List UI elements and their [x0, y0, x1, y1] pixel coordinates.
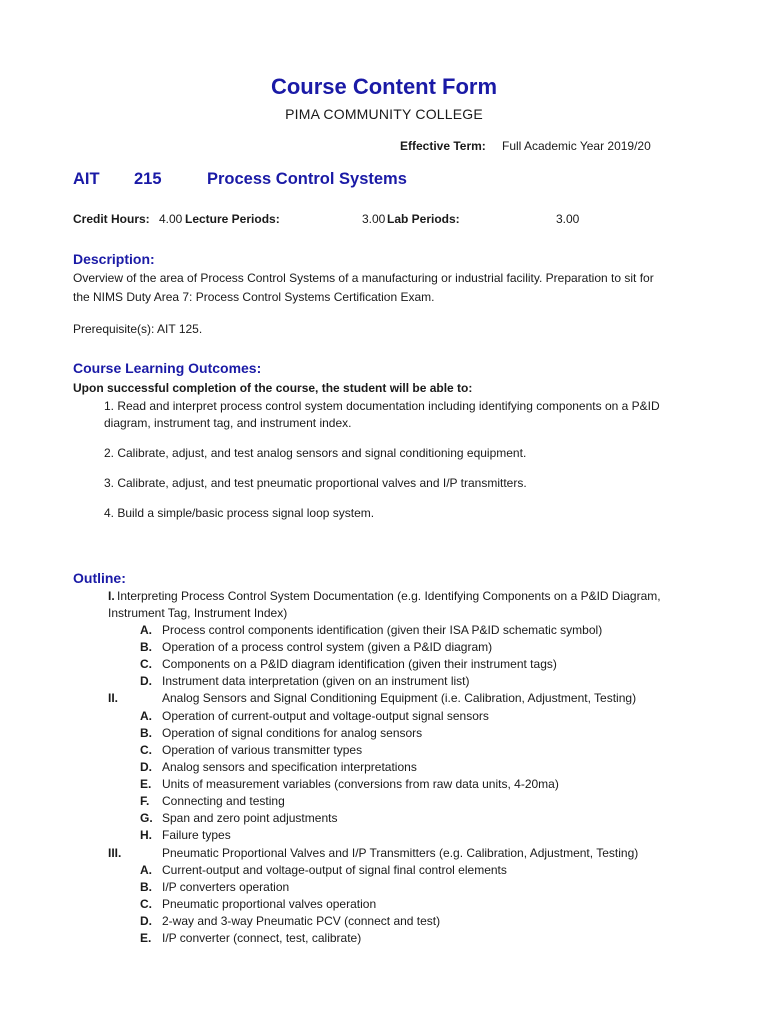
outline-letter: E. [140, 777, 152, 791]
outcome-item: 1. Read and interpret process control system documentation including identifying components on a P&ID [104, 399, 660, 413]
outline-letter: H. [140, 828, 152, 842]
outline-letter: B. [140, 640, 152, 654]
lab-periods-value: 3.00 [556, 212, 580, 226]
outline-item: Operation of signal conditions for analog sensors [162, 726, 423, 740]
outcomes-heading: Course Learning Outcomes: [73, 360, 262, 376]
outline-letter: B. [140, 880, 152, 894]
outline-numeral: I. [108, 589, 115, 603]
effective-term-label: Effective Term: [400, 139, 486, 153]
description-line-1: Overview of the area of Process Control Systems of a manufacturing or industrial facility. Preparation to sit for [73, 271, 654, 285]
outline-item: 2-way and 3-way Pneumatic PCV (connect and test) [162, 914, 441, 928]
outline-numeral: II. [108, 691, 119, 705]
outcome-item: 3. Calibrate, adjust, and test pneumatic proportional valves and I/P transmitters. [104, 476, 527, 490]
outline-item: I/P converters operation [162, 880, 290, 894]
outline-section-title: Pneumatic Proportional Valves and I/P Transmitters (e.g. Calibration, Adjustment, Testing) [162, 846, 639, 860]
outline-item: Operation of various transmitter types [162, 743, 363, 757]
outcome-item: 4. Build a simple/basic process signal loop system. [104, 506, 375, 520]
outline-heading: Outline: [73, 570, 126, 586]
outcome-item: diagram, instrument tag, and instrument index. [104, 416, 352, 430]
lecture-periods-value: 3.00 [362, 212, 386, 226]
outline-letter: D. [140, 674, 152, 688]
effective-term-value: Full Academic Year 2019/20 [502, 139, 651, 153]
outline-letter: G. [140, 811, 153, 825]
outline-item: Current-output and voltage-output of signal final control elements [162, 863, 507, 877]
lab-periods-label: Lab Periods: [387, 212, 460, 226]
outline-item: Units of measurement variables (conversions from raw data units, 4-20ma) [162, 777, 559, 791]
outline-item: Analog sensors and specification interpretations [162, 760, 417, 774]
outline-letter: C. [140, 897, 152, 911]
outline-item: Failure types [162, 828, 231, 842]
outline-section-title: Interpreting Process Control System Documentation (e.g. Identifying Components on a P&ID Diagram, [117, 589, 661, 603]
college-name: PIMA COMMUNITY COLLEGE [285, 106, 483, 122]
outline-letter: C. [140, 657, 152, 671]
outline-item: Operation of current-output and voltage-output signal sensors [162, 709, 489, 723]
outline-section-title: Instrument Tag, Instrument Index) [108, 606, 288, 620]
outline-letter: A. [140, 623, 152, 637]
course-name: Process Control Systems [207, 170, 407, 188]
outline-section-title: Analog Sensors and Signal Conditioning Equipment (i.e. Calibration, Adjustment, Testing) [162, 691, 637, 705]
outline-letter: C. [140, 743, 152, 757]
description-heading: Description: [73, 251, 155, 267]
outline-item: Pneumatic proportional valves operation [162, 897, 377, 911]
outline-item: Components on a P&ID diagram identification (given their instrument tags) [162, 657, 557, 671]
lecture-periods-label: Lecture Periods: [185, 212, 280, 226]
outline-item: I/P converter (connect, test, calibrate) [162, 931, 362, 945]
outline-numeral: III. [108, 846, 122, 860]
outline-letter: A. [140, 863, 152, 877]
course-number: 215 [134, 170, 162, 188]
outline-letter: D. [140, 914, 152, 928]
credit-hours-value: 4.00 [159, 212, 183, 226]
outcome-item: 2. Calibrate, adjust, and test analog sensors and signal conditioning equipment. [104, 446, 527, 460]
outline-letter: A. [140, 709, 152, 723]
description-line-2: the NIMS Duty Area 7: Process Control Systems Certification Exam. [73, 290, 435, 304]
outline-letter: F. [140, 794, 150, 808]
outline-item: Connecting and testing [162, 794, 285, 808]
outline-item: Process control components identification (given their ISA P&ID schematic symbol) [162, 623, 603, 637]
outline-item: Operation of a process control system (given a P&ID diagram) [162, 640, 493, 654]
outcomes-intro: Upon successful completion of the course, the student will be able to: [73, 381, 473, 395]
credit-hours-label: Credit Hours: [73, 212, 150, 226]
page-title: Course Content Form [270, 74, 498, 99]
outline-item: Span and zero point adjustments [162, 811, 338, 825]
outline-letter: B. [140, 726, 152, 740]
outline-letter: D. [140, 760, 152, 774]
prerequisites: Prerequisite(s): AIT 125. [73, 322, 203, 336]
outline-item: Instrument data interpretation (given on an instrument list) [162, 674, 470, 688]
course-prefix: AIT [73, 170, 100, 188]
outline-letter: E. [140, 931, 152, 945]
